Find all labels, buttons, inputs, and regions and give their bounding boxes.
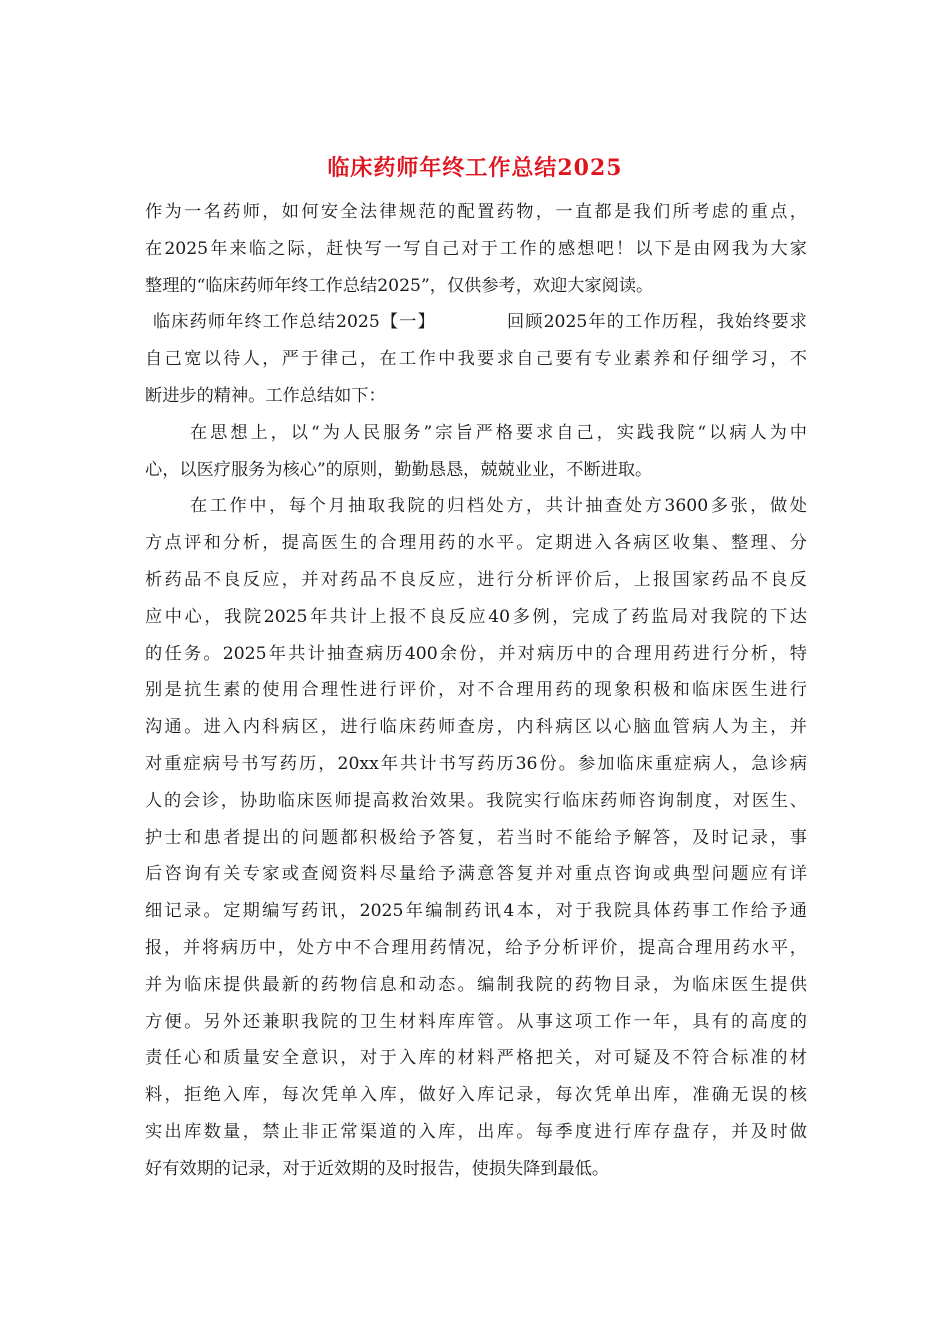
para2-line: 实出库数量，禁止非正常渠道的入库，出库。每季度进行库存盘存，并及时做 <box>145 1121 807 1142</box>
para2-line: 析药品不良反应，并对药品不良反应，进行分析评价后，上报国家药品不良反 <box>145 569 807 590</box>
para2-line: 责任心和质量安全意识，对于入库的材料严格把关，对可疑及不符合标准的材 <box>145 1048 807 1069</box>
para2-line: 好有效期的记录，对于近效期的及时报告，使损失降到最低。 <box>145 1158 610 1179</box>
para2-line: 报，并将病历中，处方中不合理用药情况，给予分析评价，提高合理用药水平， <box>145 937 807 958</box>
para2-line: 的任务。2025年共计抽查病历400余份，并对病历中的合理用药进行分析，特 <box>145 643 807 664</box>
para2-line: 应中心，我院2025年共计上报不良反应40多例，完成了药监局对我院的下达 <box>145 606 807 627</box>
para2-line: 方便。另外还兼职我院的卫生材料库库管。从事这项工作一年，具有的高度的 <box>145 1011 807 1032</box>
para2-line: 并为临床提供最新的药物信息和动态。编制我院的药物目录，为临床医生提供 <box>145 974 807 995</box>
intro-line: 作为一名药师，如何安全法律规范的配置药物，一直都是我们所考虑的重点， <box>145 202 807 222</box>
para2-line: 对重症病号书写药历，20xx年共计书写药历36份。参加临床重症病人，急诊病 <box>145 753 807 774</box>
para1-line: 在思想上，以“为人民服务”宗旨严格要求自己，实践我院“以病人为中 <box>190 422 807 443</box>
section-first-line <box>145 304 807 341</box>
para2-line: 细记录。定期编写药讯，2025年编制药讯4本，对于我院具体药事工作给予通 <box>145 901 807 922</box>
para2-line: 方点评和分析，提高医生的合理用药的水平。定期进入各病区收集、整理、分 <box>145 533 807 554</box>
para2-line: 后咨询有关专家或查阅资料尽量给予满意答复并对重点咨询或典型问题应有详 <box>145 864 807 885</box>
section-first-line-rest: 回顾2025年的工作历程，我始终要求 <box>505 312 807 333</box>
document-title: 临床药师年终工作总结2025 <box>327 155 623 181</box>
para2-line: 别是抗生素的使用合理性进行评价，对不合理用药的现象积极和临床医生进行 <box>145 680 807 701</box>
section-heading: 临床药师年终工作总结2025【一】 <box>153 312 436 333</box>
section-line: 自己宽以待人，严于律己，在工作中我要求自己要有专业素养和仔细学习，不 <box>145 349 807 370</box>
intro-line: 在2025年来临之际，赶快写一写自己对于工作的感想吧！以下是由网我为大家 <box>145 238 807 259</box>
intro-line: 整理的“临床药师年终工作总结2025”，仅供参考，欢迎大家阅读。 <box>145 275 654 296</box>
document-body <box>145 194 807 1188</box>
para1-line: 心，以医疗服务为核心”的原则，勤勤恳恳，兢兢业业，不断进取。 <box>145 459 653 480</box>
para2-line: 在工作中，每个月抽取我院的归档处方，共计抽查处方3600多张，做处 <box>190 496 807 517</box>
para2-line: 料，拒绝入库，每次凭单入库，做好入库记录，每次凭单出库，准确无误的核 <box>145 1085 807 1106</box>
para2-line: 人的会诊，协助临床医师提高救治效果。我院实行临床药师咨询制度，对医生、 <box>145 790 807 811</box>
para2-line: 护士和患者提出的问题都积极给予答复，若当时不能给予解答，及时记录，事 <box>145 827 807 848</box>
para2-line: 沟通。进入内科病区，进行临床药师查房，内科病区以心脑血管病人为主，并 <box>145 717 807 738</box>
section-line: 断进步的精神。工作总结如下： <box>145 385 386 406</box>
